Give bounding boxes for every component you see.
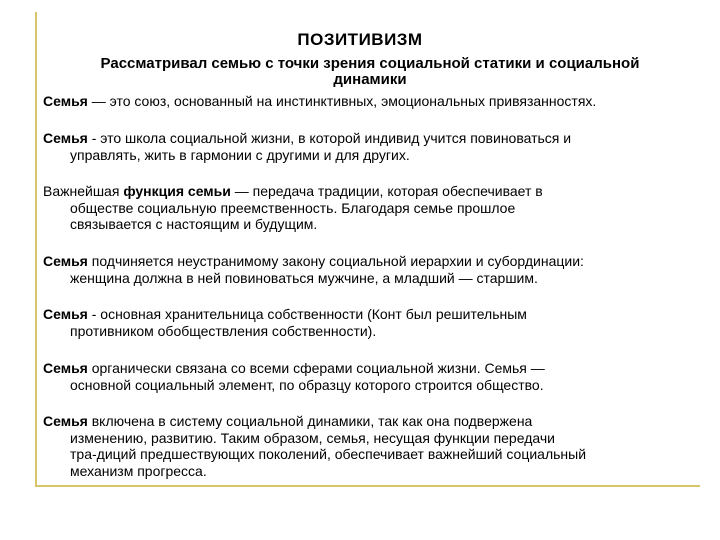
paragraph-text: — передача традиции, которая обеспечивает в [230,183,543,199]
paragraph-lead: Семья [43,93,88,109]
paragraph-text: подчиняется неустранимому закону социальной иерархии и субординации: [87,253,584,269]
paragraph-continuation: основной социальный элемент, по образцу которого строится общество. [70,376,544,393]
paragraph-continuation: связывается с настоящим и будущим. [70,216,318,232]
paragraph-continuation: тра-диций предшествующих поколений, обеспечивает важнейший социальный [70,446,587,462]
paragraph-text: включена в систему социальной динамики, так как она подвержена [87,413,533,429]
paragraph-text: - это школа социальной жизни, в которой индивид учится повиноваться и [87,130,572,146]
paragraph-continuation: женщина должна в ней повиноваться мужчине, а младший — старшим. [70,269,538,286]
paragraph-lead: Семья [43,130,88,146]
subtitle-line-1: Рассматривал семью с точки зрения социальной статики и социальной [100,55,640,72]
paragraph-4 [43,253,693,286]
subtitle-line-2: динамики [333,71,407,88]
paragraph-prefix: Важнейшая [43,183,124,199]
subtitle [60,56,680,88]
paragraph-1 [43,93,693,110]
paragraph-text: - основная хранительница собственности (Конт был решительным [87,306,527,322]
paragraph-6 [43,360,693,393]
paragraph-continuation: механизм прогресса. [70,462,207,479]
bottom-border-line [35,485,700,487]
paragraph-continuation: управлять, жить в гармонии с другими и для других. [70,146,410,163]
paragraph-5 [43,306,693,339]
left-border-line [35,12,37,485]
paragraph-continuation: противником обобществления собственности). [70,322,377,339]
paragraph-lead: Семья [43,413,88,429]
paragraph-2 [43,130,693,163]
paragraph-text: органически связана со всеми сферами социальной жизни. Семья — [87,360,545,376]
paragraph-continuation: изменению, развитию. Таким образом, семья, несущая функции передачи [70,429,555,446]
paragraph-7 [43,413,693,479]
paragraph-continuation: обществе социальную преемственность. Благодаря семье прошлое [70,199,516,216]
paragraph-lead: функция семьи [123,183,231,199]
page-title: ПОЗИТИВИЗМ [297,30,423,49]
paragraph-text: — это союз, основанный на инстинктивных, эмоциональных привязанностях. [87,93,597,109]
paragraph-lead: Семья [43,360,88,376]
paragraph-lead: Семья [43,306,88,322]
paragraph-lead: Семья [43,253,88,269]
paragraph-3 [43,183,693,233]
